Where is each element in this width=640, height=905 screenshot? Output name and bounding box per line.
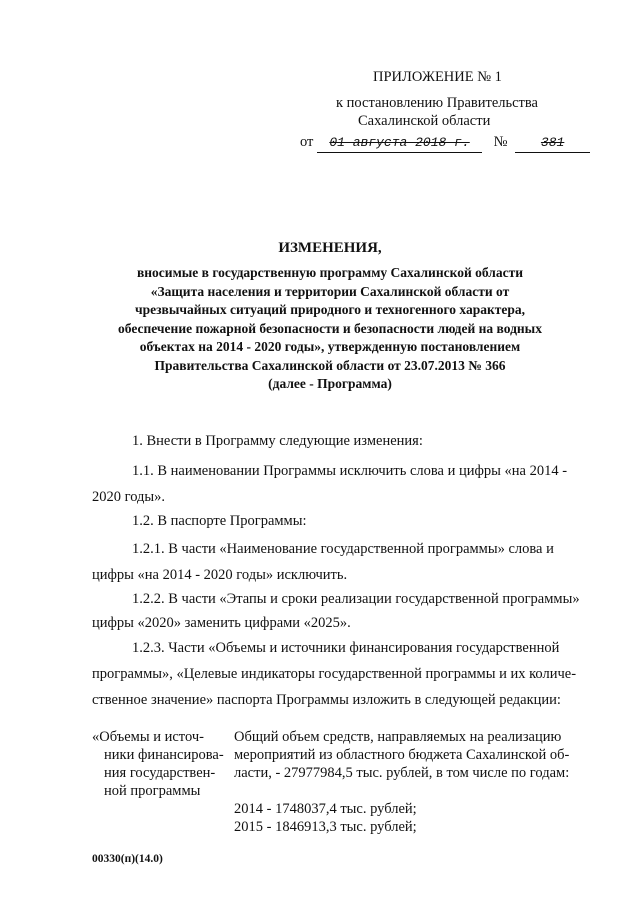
decree-date-value: 01 августа 2018 г. xyxy=(329,135,470,150)
paragraph-1-2 xyxy=(92,510,592,532)
paragraph-1-2-1 xyxy=(92,538,592,586)
subtitle-line: чрезвычайных ситуаций природного и техногенного характера, xyxy=(135,302,525,317)
subtitle-line: «Защита населения и территории Сахалинской области от xyxy=(150,283,510,299)
document-title: ИЗМЕНЕНИЯ, xyxy=(278,240,382,256)
paragraph-1-text: 1. Внести в Программу следующие изменения: xyxy=(132,433,423,449)
table-year-line: 2014 - 1748037,4 тыс. рублей; xyxy=(234,801,417,817)
paragraph-1-1-line2: 2020 годы». xyxy=(92,489,166,505)
table-right-line: ласти, - 27977984,5 тыс. рублей, в том числе по годам: xyxy=(234,765,570,781)
table-year-line: 2015 - 1846913,3 тыс. рублей; xyxy=(234,819,417,835)
document-subtitle xyxy=(70,264,590,394)
paragraph-1-2-1-line2: цифры «на 2014 - 2020 годы» исключить. xyxy=(92,567,348,583)
paragraph-1-1-line1: 1.1. В наименовании Программы исключить слова и цифры «на 2014 - xyxy=(132,463,568,479)
table-right-line: мероприятий из областного бюджета Сахалинской об- xyxy=(234,747,570,763)
paragraph-1-2-2 xyxy=(92,588,592,634)
paragraph-1-2-3-line2: программы», «Целевые индикаторы государственной программы и их количе- xyxy=(92,666,577,682)
footer-code: 00330(п)(14.0) xyxy=(92,853,163,865)
decree-date xyxy=(317,133,482,153)
table-left-line: «Объемы и источ- xyxy=(92,729,204,745)
number-sign: № xyxy=(493,134,508,150)
paragraph-1-2-3 xyxy=(92,637,592,711)
paragraph-1-2-text: 1.2. В паспорте Программы: xyxy=(132,513,307,529)
appendix-line1: к постановлению Правительства xyxy=(336,95,538,111)
appendix-title: ПРИЛОЖЕНИЕ № 1 xyxy=(373,69,502,85)
date-prefix: от xyxy=(300,134,314,150)
appendix-line2: Сахалинской области xyxy=(358,113,491,129)
table-left-line: ники финансирова- xyxy=(104,747,224,763)
paragraph-1 xyxy=(92,430,592,452)
table-left-line: ной программы xyxy=(104,783,201,799)
decree-date-line xyxy=(300,133,600,153)
decree-number-value: 381 xyxy=(540,135,565,150)
decree-number xyxy=(515,133,590,153)
table-right-cell xyxy=(234,728,596,836)
subtitle-line: вносимые в государственную программу Сахалинской области xyxy=(136,265,523,280)
paragraph-1-2-3-line3: ственное значение» паспорта Программы изложить в следующей редакции: xyxy=(92,692,561,708)
paragraph-1-1 xyxy=(92,460,592,508)
table-left-cell xyxy=(92,728,230,800)
paragraph-1-2-1-line1: 1.2.1. В части «Наименование государственной программы» слова и xyxy=(132,541,554,557)
subtitle-line: Правительства Сахалинской области от 23.07.2013 № 366 xyxy=(154,357,506,373)
subtitle-line: обеспечение пожарной безопасности и безопасности людей на водных xyxy=(118,320,542,336)
paragraph-1-2-2-line1: 1.2.2. В части «Этапы и сроки реализации государственной программы» xyxy=(132,591,580,607)
subtitle-line: (далее - Программа) xyxy=(268,376,392,391)
paragraph-1-2-2-line2: цифры «2020» заменить цифрами «2025». xyxy=(92,615,351,631)
subtitle-line: объектах на 2014 - 2020 годы», утвержденную постановлением xyxy=(139,339,521,354)
table-right-line: Общий объем средств, направляемых на реализацию xyxy=(234,729,562,745)
table-left-line: ния государствен- xyxy=(104,765,216,781)
paragraph-1-2-3-line1: 1.2.3. Части «Объемы и источники финансирования государственной xyxy=(132,640,560,656)
